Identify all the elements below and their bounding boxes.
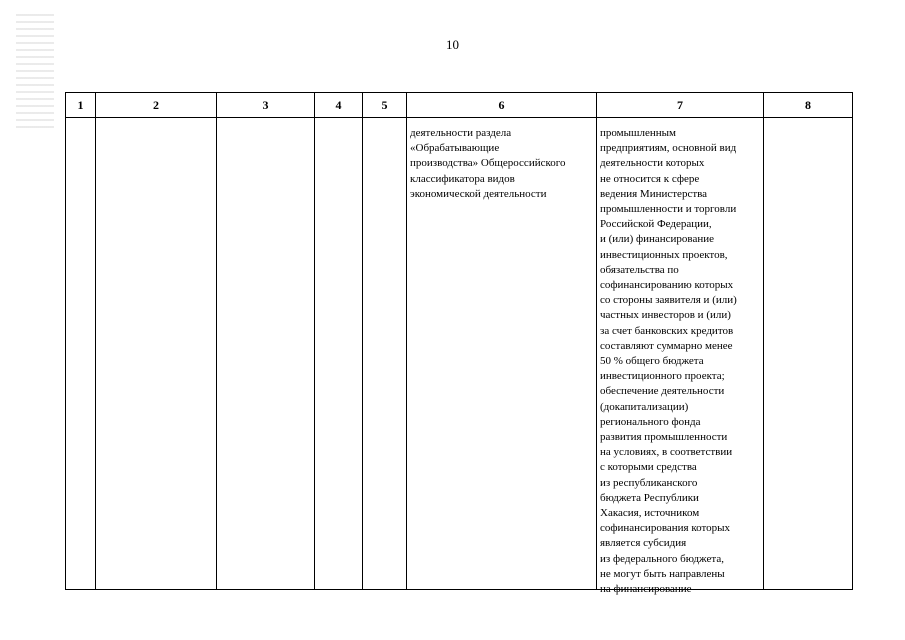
column-divider — [406, 93, 407, 589]
header-cell-2: 2 — [153, 98, 159, 112]
header-cell-5: 5 — [381, 98, 388, 112]
page-number: 10 — [446, 37, 459, 52]
table-cell-col7: промышленным предприятиям, основной вид деятельности которых не относится к сфере ведения Министерства промышленности и торговли Российской Федерации, и (или) финансирование инвестиционных проектов, обязательства по софинансированию которых со стороны заявителя и (или) частных инвесторов и (или) за счет банковских кредитов составляют суммарно менее 50 % общего бюджета инвестиционного проекта; обеспечение деятельности (докапитализации) регионального фонда развития промышленности на условиях, в соответствии с которыми средства из республиканского бюджета Республики Хакасия, источником софинансирования которых является субсидия из федерального бюджета, не могут быть направлены на финансирование — [600, 127, 737, 596]
column-divider — [95, 93, 96, 589]
table-cell-col6: деятельности раздела «Обрабатывающие производства» Общероссийского классификатора видов экономической деятельности — [410, 127, 566, 200]
header-cell-3: 3 — [262, 98, 269, 112]
header-cell-8: 8 — [805, 98, 811, 112]
column-divider — [763, 93, 764, 589]
scan-artifact — [16, 14, 54, 132]
header-cell-6: 6 — [498, 98, 505, 112]
column-divider — [314, 93, 315, 589]
header-cell-4: 4 — [335, 98, 342, 112]
column-divider — [362, 93, 363, 589]
column-divider — [216, 93, 217, 589]
table-header-row — [66, 93, 852, 118]
document-table — [65, 92, 853, 596]
column-divider — [596, 93, 597, 589]
header-cell-7: 7 — [677, 98, 683, 112]
header-cell-1: 1 — [77, 98, 84, 112]
